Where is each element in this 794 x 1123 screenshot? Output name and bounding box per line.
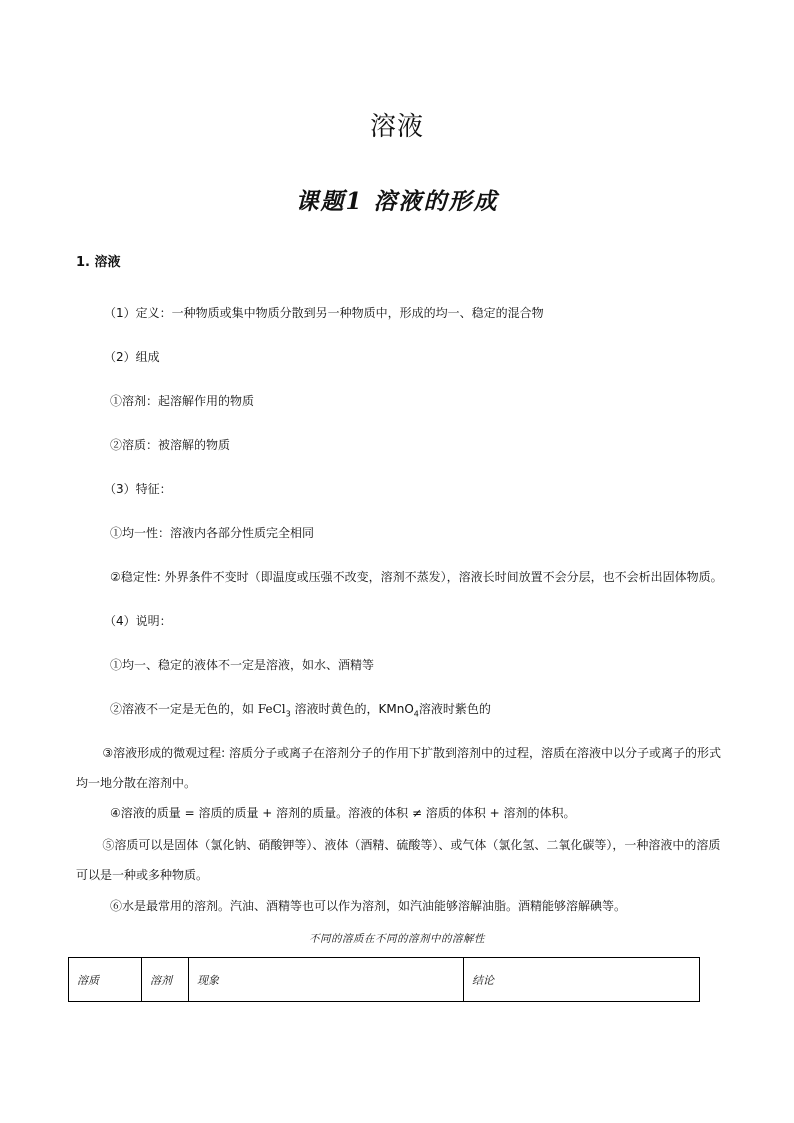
solvent-line: ①溶剂：起溶解作用的物质 bbox=[110, 394, 255, 408]
uniformity-line: ①均一性：溶液内各部分性质完全相同 bbox=[110, 526, 315, 540]
note-2-part-b: 溶液时黄色的，KMnO bbox=[290, 702, 414, 716]
note-4: ④溶液的质量 = 溶质的质量 + 溶剂的质量。溶液的体积 ≠ 溶质的体积 + 溶剂的体积。 bbox=[110, 806, 576, 820]
page-title: 溶液 bbox=[369, 112, 424, 142]
header-solute: 溶质 bbox=[69, 958, 142, 1002]
definition-line: （1）定义：一种物质或集中物质分散到另一种物质中，形成的均一、稳定的混合物 bbox=[104, 306, 544, 320]
note-2-part-a: ②溶液不一定是无色的，如 FeCl bbox=[110, 702, 286, 716]
table-header-row bbox=[69, 958, 700, 1002]
table-caption: 不同的溶质在不同的溶剂中的溶解性 bbox=[309, 933, 485, 945]
note-5: ⑤溶质可以是固体（氯化钠、硝酸钾等）、液体（酒精、硫酸等）、或气体（氯化氢、二氧化碳等），一种溶液中的溶质可以是一种或多种物质。 bbox=[76, 838, 721, 882]
header-phenomenon: 现象 bbox=[189, 958, 464, 1002]
header-solvent: 溶剂 bbox=[142, 958, 189, 1002]
note-2 bbox=[110, 702, 491, 719]
stability-line: ②稳定性: 外界条件不变时（即温度或压强不改变，溶剂不蒸发），溶液长时间放置不会分层，也不会析出固体物质。 bbox=[110, 570, 723, 584]
header-conclusion: 结论 bbox=[464, 958, 700, 1002]
note-title: （4）说明： bbox=[104, 614, 172, 628]
composition-title: （2）组成 bbox=[104, 350, 160, 364]
section-heading: 1. 溶液 bbox=[76, 255, 121, 270]
note-2-part-c: 溶液时紫色的 bbox=[418, 702, 491, 716]
solute-line: ②溶质：被溶解的物质 bbox=[110, 438, 231, 452]
solubility-table bbox=[68, 957, 700, 1002]
note-6: ⑥水是最常用的溶剂。汽油、酒精等也可以作为溶剂，如汽油能够溶解油脂。酒精能够溶解碘等。 bbox=[110, 899, 627, 913]
note-3: ③溶液形成的微观过程: 溶质分子或离子在溶剂分子的作用下扩散到溶剂中的过程，溶质在溶液中以分子或离子的形式均一地分散在溶剂中。 bbox=[76, 746, 722, 790]
note-2-sub-4: 4 bbox=[413, 709, 419, 719]
note-1: ①均一、稳定的液体不一定是溶液，如水、酒精等 bbox=[110, 658, 375, 672]
lesson-title: 课题1 溶液的形成 bbox=[295, 188, 499, 215]
feature-title: （3）特征： bbox=[104, 482, 172, 496]
note-2-sub-3: 3 bbox=[285, 709, 291, 719]
